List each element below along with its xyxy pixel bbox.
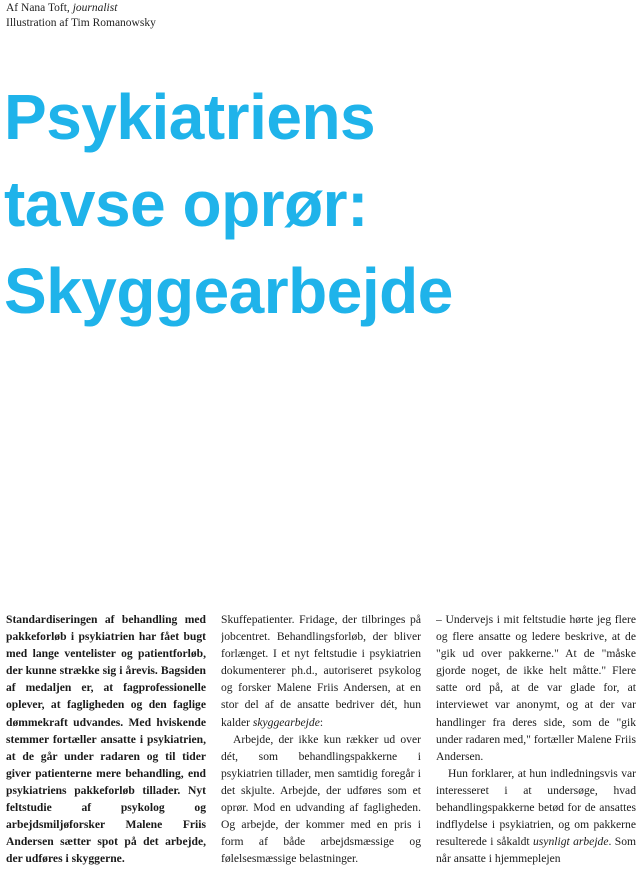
- body-text: Hun forklarer, at hun indledningsvis var interesseret i at undersøge, hvad behandlingspakkerne betød for de ansattes indflydelse i psykiatrien, og om pakkerne resulterede i såkaldt: [436, 766, 636, 849]
- body-paragraph: [221, 611, 421, 731]
- author-line: [6, 1, 156, 16]
- title-line-1: Psykiatriens: [4, 81, 376, 153]
- emphasis-text: skyggearbejde: [252, 715, 320, 729]
- body-paragraph: [436, 765, 636, 868]
- emphasis-text: usynligt arbejde: [533, 835, 609, 849]
- title-line-3: Skyggearbejde: [4, 255, 453, 327]
- article-body: [6, 611, 636, 873]
- byline: [6, 1, 156, 31]
- column-3: [436, 611, 636, 873]
- author-role: journalist: [72, 2, 118, 14]
- illustrator-line: Illustration af Tim Romanowsky: [6, 17, 156, 29]
- title-line-2: tavse oprør:: [4, 168, 368, 240]
- body-text: :: [319, 715, 324, 729]
- body-text: Skuffepatienter. Fridage, der tilbringes på jobcentret. Behandlingsforløb, der bliver forlænget. I et nyt feltstudie i psykiatrien dokumenterer ph.d., autoriseret psykolog og forsker Malene Friis Andersen, at en stor del af de ansatte bedriver dét, hun kalder: [221, 613, 421, 729]
- body-text: . Som når ansatte i hjemmeplejen: [436, 835, 636, 866]
- column-1: [6, 611, 206, 873]
- author-name: Af Nana Toft,: [6, 2, 73, 14]
- lead-paragraph: Standardiseringen af behandling med pakkeforløb i psykiatrien har fået bugt med lange ventelister og patientforløb, der kunne strække sig i årevis. Bagsiden af medaljen er, at fagprofessionelle oplever, at fagligheden og den faglige dømmekraft udvandes. Med hviskende stemmer fortæller ansatte i psykiatrien, at de går under radaren og til tider giver patienterne mere behandling, end psykiatriens pakkeforløb tillader. Nyt feltstudie af psykolog og arbejdsmiljøforsker Malene Friis Andersen sætter spot på det arbejde, der udføres i skyggerne.: [6, 613, 206, 866]
- column-2: [221, 611, 421, 873]
- body-paragraph: – Undervejs i mit feltstudie hørte jeg flere og flere ansatte og ledere beskrive, at de "gik ud over pakkerne." At de "måske gjorde noget, de ikke helt måtte." Flere satte ord på, at de var glade for, at interviewet var anonymt, og at der var handlinger fra deres side, som de "gik under radaren med," fortæller Malene Friis Andersen.: [436, 613, 636, 763]
- article-title: [4, 74, 640, 335]
- body-paragraph: Arbejde, der ikke kun rækker ud over dét, som behandlingspakkerne i psykiatrien tillader, men samtidig foregår i det skjulte. Arbejde, der udføres som et oprør. Mod en udvanding af fagligheden. Og arbejde, der kommer med en pris i form af både arbejdsmæssige og følelsesmæssige belastninger.: [221, 732, 421, 866]
